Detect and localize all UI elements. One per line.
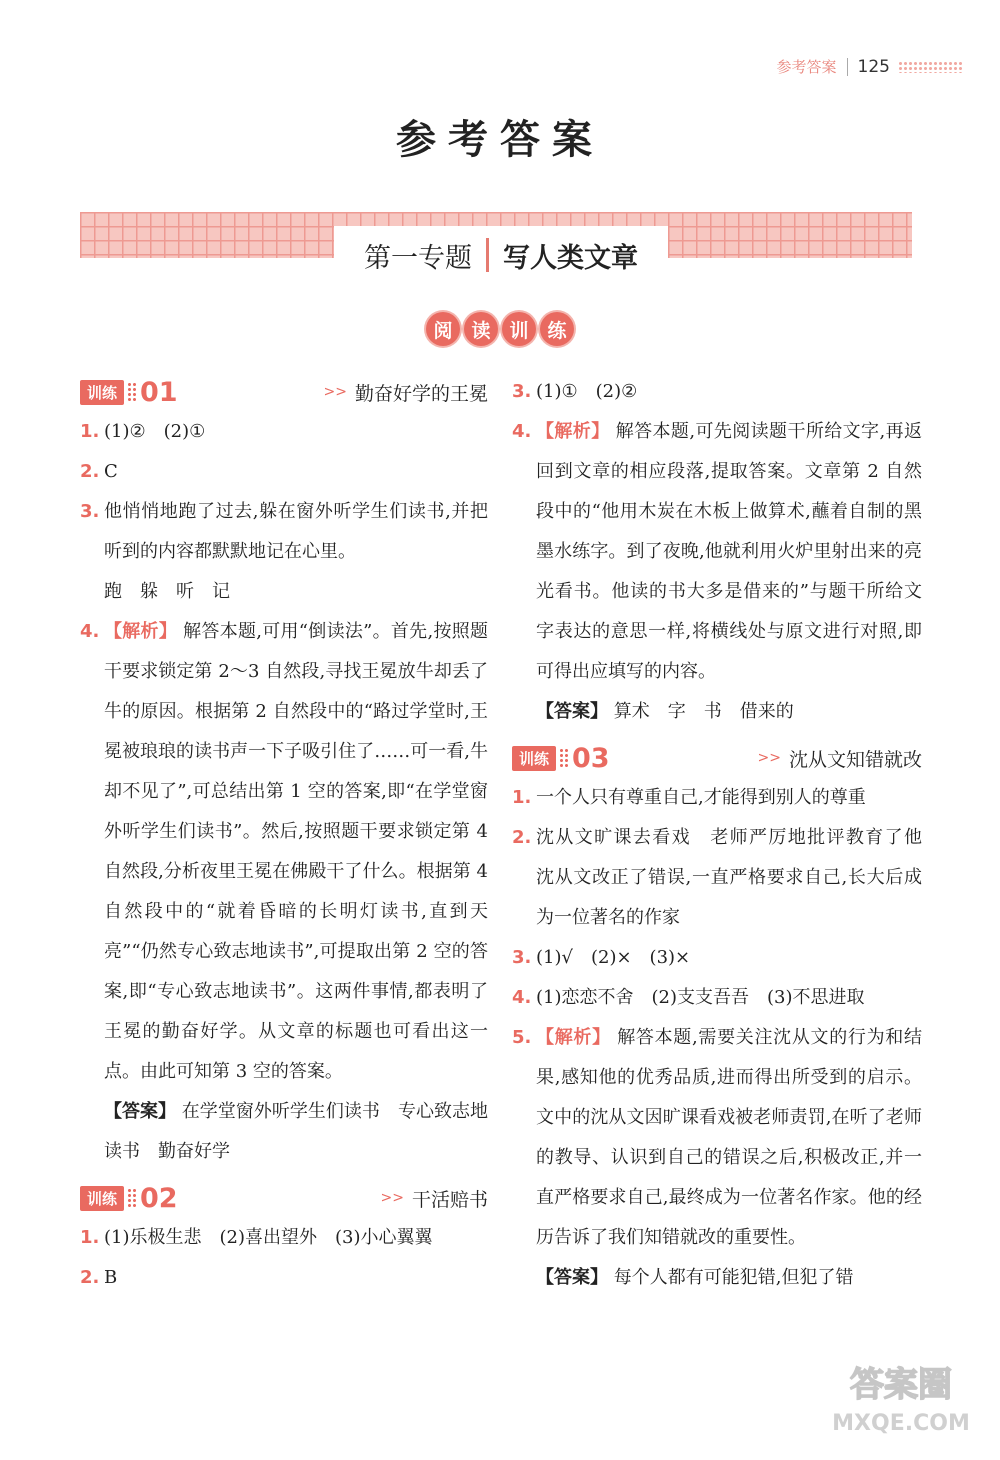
analysis-body: 解答本题,需要关注沈从文的行为和结果,感知他的优秀品质,进而得出所受到的启示。文中的沈从文因旷课看戏被老师责罚,在听了老师的教导、认识到自己的错误之后,积极改正,并一直严格要求自己,最终成为一位著名作家。他的经历告诉了我们知错就改的重要性。	[536, 1027, 922, 1248]
topic-part: 第一专题	[364, 242, 472, 274]
analysis-text	[104, 612, 488, 1092]
item-number: 1.	[80, 1227, 100, 1248]
answer-item	[80, 452, 488, 492]
answer-item	[80, 1218, 488, 1258]
item-number: 3.	[512, 381, 532, 402]
answer-item	[512, 818, 940, 938]
dot-pattern-decoration	[898, 61, 964, 73]
drill-number: 02	[140, 1182, 178, 1214]
drill-dots-decoration	[127, 382, 137, 402]
drill-header-02	[80, 1178, 488, 1218]
drill-header-01	[80, 372, 488, 412]
answer-text: (1)① (2)②	[536, 381, 638, 402]
item-number: 1.	[512, 787, 532, 808]
drill-header-03	[512, 738, 922, 778]
drill-number: 01	[140, 376, 178, 408]
item-number: 1.	[80, 421, 100, 442]
drill-dots-decoration	[559, 748, 569, 768]
analysis-label: 【解析】	[536, 1027, 611, 1048]
answer-text: C	[104, 461, 118, 482]
answer-item	[512, 1018, 922, 1258]
arrow-icon: >>	[757, 750, 781, 766]
answer-item	[512, 778, 922, 818]
watermark-line2: MXQE.COM	[832, 1411, 970, 1436]
watermark-logo	[816, 1358, 986, 1438]
analysis-body: 解答本题,可用“倒读法”。首先,按照题干要求锁定第 2～3 自然段,寻找王冕放牛却丢了牛的原因。根据第 2 自然段中的“路过学堂时,王冕被琅琅的读书声一下子吸引住了……可一看,牛却不见了”,可总结出第 1 空的答案,即“在学堂窗外听学生们读书”。然后,按照题干要求锁定第 4 自然段,分析夜里王冕在佛殿干了什么。根据第 4 自然段中的“就着昏暗的长明灯读书,直到天亮”“仍然专心致志地读书”,可提取出第 2 空的答案,即“专心致志地读书”。这两件事情,都表明了王冕的勤奋好学。从文章的标题也可看出这一点。由此可知第 3 空的答案。	[104, 621, 489, 1082]
item-number: 2.	[512, 827, 532, 848]
answer-item	[80, 612, 488, 1092]
answer-body: 在学堂窗外听学生们读书 专心致志地读书 勤奋好学	[104, 1101, 488, 1162]
topic-name: 写人类文章	[503, 242, 638, 274]
drill-tag: 训练	[80, 1186, 124, 1211]
watermark-line1: 答案圈	[850, 1365, 952, 1405]
analysis-text	[536, 1018, 922, 1258]
drill-tag: 训练	[80, 380, 124, 405]
arrow-icon: >>	[380, 1190, 404, 1206]
right-column	[512, 372, 940, 1298]
running-head-label: 参考答案	[776, 58, 837, 76]
answer-line	[80, 1092, 488, 1172]
answer-item	[80, 412, 488, 452]
item-number: 4.	[512, 987, 532, 1008]
answer-text: B	[104, 1267, 118, 1288]
analysis-text	[536, 412, 922, 692]
answer-item	[512, 372, 922, 412]
analysis-label: 【解析】	[104, 621, 178, 642]
answer-text: 他悄悄地跑了过去,躲在窗外听学生们读书,并把听到的内容都默默地记在心里。	[104, 501, 488, 562]
answer-item	[80, 492, 488, 612]
drill-number: 03	[572, 742, 610, 774]
drill-title: 干活赔书	[411, 1188, 488, 1211]
answer-line	[512, 1258, 922, 1298]
item-number: 5.	[512, 1027, 532, 1048]
drill-title: 沈从文知错就改	[788, 748, 922, 771]
page-number: 125	[857, 56, 890, 77]
section-char: 训	[502, 312, 536, 346]
answer-label: 【答案】	[104, 1101, 177, 1122]
section-char: 练	[540, 312, 574, 346]
item-number: 2.	[80, 1267, 100, 1288]
answer-text: 跑 躲 听 记	[104, 581, 230, 602]
item-number: 3.	[80, 501, 100, 522]
analysis-label: 【解析】	[536, 421, 610, 442]
running-head-divider	[847, 58, 848, 76]
answer-text: (1)② (2)①	[104, 421, 206, 442]
running-head	[777, 56, 964, 77]
item-number: 4.	[80, 621, 100, 642]
drill-dots-decoration	[127, 1188, 137, 1208]
answer-item	[80, 1258, 488, 1298]
item-number: 4.	[512, 421, 532, 442]
item-number: 2.	[80, 461, 100, 482]
left-column	[80, 372, 488, 1298]
answer-item	[512, 978, 922, 1018]
answer-item	[512, 938, 922, 978]
answer-text: (1)乐极生悲 (2)喜出望外 (3)小心翼翼	[104, 1227, 433, 1248]
analysis-body: 解答本题,可先阅读题干所给文字,再返回到文章的相应段落,提取答案。文章第 2 自然段中的“他用木炭在木板上做算术,蘸着自制的黑墨水练字。到了夜晚,他就利用火炉里射出来的亮光看书。他读的书大多是借来的”与题干所给文字表达的意思一样,将横线处与原文进行对照,即可得出应填写的内容。	[536, 421, 922, 682]
drill-tag: 训练	[512, 746, 556, 771]
answer-label: 【答案】	[536, 701, 608, 722]
answer-line	[512, 692, 922, 732]
section-title	[0, 312, 1000, 346]
section-char: 阅	[426, 312, 460, 346]
arrow-icon: >>	[323, 384, 347, 400]
answer-text: 沈从文旷课去看戏 老师严厉地批评教育了他 沈从文改正了错误,一直严格要求自己,长大后成为一位著名的作家	[536, 827, 940, 928]
answer-body: 算术 字 书 借来的	[613, 701, 794, 722]
page-title: 参考答案	[396, 116, 604, 163]
answer-label: 【答案】	[536, 1267, 608, 1288]
answer-item	[512, 412, 922, 692]
drill-title: 勤奋好学的王冕	[354, 382, 488, 405]
answer-text: (1)√ (2)× (3)×	[536, 947, 691, 968]
topic-divider	[486, 238, 489, 272]
answer-text: (1)恋恋不舍 (2)支支吾吾 (3)不思进取	[536, 987, 865, 1008]
topic-banner	[334, 226, 668, 284]
answer-body: 每个人都有可能犯错,但犯了错	[613, 1267, 854, 1288]
section-char: 读	[464, 312, 498, 346]
answer-text: 一个人只有尊重自己,才能得到别人的尊重	[536, 787, 866, 808]
item-number: 3.	[512, 947, 532, 968]
